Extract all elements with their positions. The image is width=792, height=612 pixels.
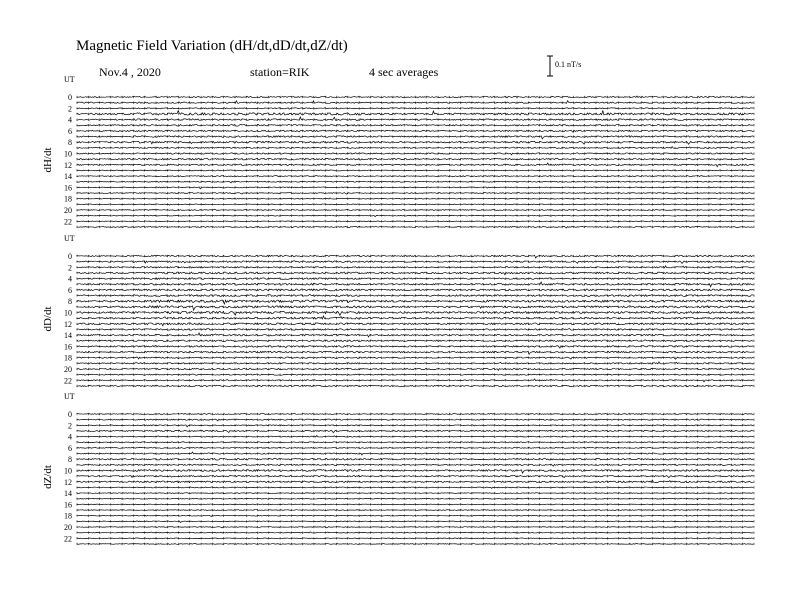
hour-tick-label: 8 — [68, 455, 72, 465]
hour-tick-label: 12 — [64, 319, 72, 329]
hour-tick-label: 12 — [64, 160, 72, 170]
hour-tick-label: 0 — [68, 410, 72, 419]
hour-tick-label: 22 — [64, 217, 72, 227]
station-label: station=RIK — [250, 65, 310, 79]
hour-tick-label: 14 — [64, 489, 72, 499]
panel-0 — [42, 75, 754, 228]
hour-tick-label: 6 — [68, 126, 72, 136]
hour-tick-label: 22 — [64, 376, 72, 386]
hour-tick-label: 2 — [68, 421, 72, 431]
hour-tick-label: 16 — [64, 500, 72, 510]
hour-tick-label: 18 — [64, 511, 72, 521]
hour-tick-label: 14 — [64, 172, 72, 182]
hour-tick-label: 18 — [64, 353, 72, 363]
hour-tick-label: 18 — [64, 194, 72, 204]
scale-bar-icon — [547, 56, 553, 76]
hour-tick-label: 0 — [68, 252, 72, 261]
scale-bar-label: 0.1 nT/s — [555, 60, 582, 69]
hour-tick-label: 10 — [64, 466, 72, 476]
ut-axis-label: UT — [64, 75, 75, 84]
panel-2 — [42, 392, 754, 545]
hour-tick-label: 4 — [68, 274, 72, 284]
panel-ylabel: dD/dt — [42, 306, 54, 332]
hour-tick-label: 22 — [64, 534, 72, 544]
hour-tick-label: 20 — [64, 206, 72, 215]
hour-tick-label: 2 — [68, 263, 72, 273]
hour-tick-label: 6 — [68, 443, 72, 453]
date-label: Nov.4 , 2020 — [99, 65, 161, 79]
hour-tick-label: 4 — [68, 115, 72, 125]
chart-title: Magnetic Field Variation (dH/dt,dD/dt,dZ/dt) — [76, 38, 348, 54]
hour-tick-label: 6 — [68, 285, 72, 295]
hour-tick-label: 4 — [68, 432, 72, 442]
hour-tick-label: 12 — [64, 477, 72, 487]
hour-tick-label: 20 — [64, 523, 72, 532]
panel-ylabel: dH/dt — [42, 147, 54, 173]
hour-tick-label: 8 — [68, 297, 72, 307]
hour-tick-label: 16 — [64, 183, 72, 193]
hour-tick-label: 10 — [64, 149, 72, 159]
hour-tick-label: 0 — [68, 93, 72, 102]
hour-tick-label: 20 — [64, 365, 72, 374]
averaging-label: 4 sec averages — [369, 65, 439, 79]
hour-tick-label: 16 — [64, 342, 72, 352]
ut-axis-label: UT — [64, 392, 75, 401]
hour-tick-label: 14 — [64, 331, 72, 341]
ut-axis-label: UT — [64, 234, 75, 243]
hour-tick-label: 8 — [68, 138, 72, 148]
hour-tick-label: 10 — [64, 308, 72, 318]
panel-ylabel: dZ/dt — [42, 465, 54, 489]
panel-1 — [42, 234, 754, 387]
hour-tick-label: 2 — [68, 104, 72, 114]
